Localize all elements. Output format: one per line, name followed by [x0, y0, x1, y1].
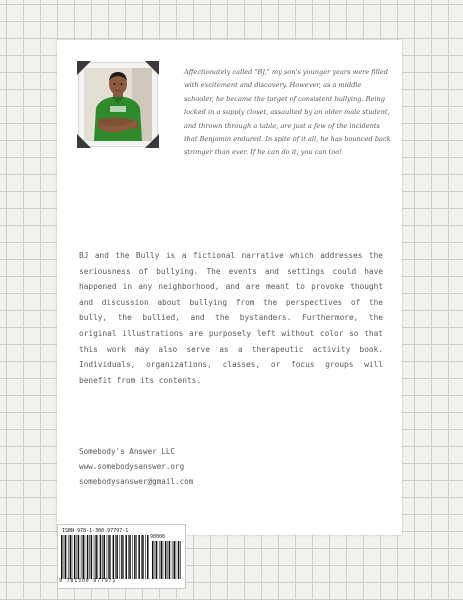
barcode-bar: [128, 535, 129, 579]
barcode-bar: [138, 535, 140, 579]
barcode-bar: [174, 541, 176, 579]
addon-barcode-bars: [152, 541, 182, 579]
barcode-bar: [98, 535, 99, 579]
barcode-bar: [64, 535, 65, 579]
photo-corner-top-left: [77, 61, 91, 75]
barcode-bar: [176, 541, 177, 579]
barcode-bar: [123, 535, 124, 579]
barcode-bar: [172, 541, 173, 579]
isbn-number: ISBN 978-1-300-97797-1: [62, 528, 129, 534]
barcode-bar: [94, 535, 95, 579]
price-code: 90000: [150, 534, 166, 540]
barcode-bar: [77, 535, 78, 579]
photo-corner-bottom-left: [77, 134, 91, 148]
barcode-bar: [102, 535, 103, 579]
author-bio: Affectionately called "BJ," my son's younger years were filled with excitement and discovery. However, as a middle schooler, he became the target of consistent bullying. Being locked in a supply closet, assaulted by an older male student, and thrown through a table, are just a few of the incidents that Benjamin endured. In spite of it all, he has bounced back stronger than ever. If he can do it, you can too!: [184, 68, 391, 157]
publisher-contact: [79, 445, 193, 489]
barcode-bar: [134, 535, 136, 579]
author-photo-frame: [78, 62, 158, 147]
author-photo: [84, 68, 152, 141]
barcode-bar: [116, 535, 118, 579]
barcode-bar: [85, 535, 86, 579]
barcode-bar: [68, 535, 69, 579]
barcode-bar: [104, 535, 106, 579]
publisher-website: www.somebodysanswer.org: [79, 461, 185, 471]
portrait-illustration: [84, 68, 152, 141]
barcode-bar: [74, 535, 76, 579]
publisher-name: Somebody's Answer LLC: [79, 447, 176, 456]
barcode-bar: [113, 535, 115, 579]
barcode-bar: [95, 535, 97, 579]
barcode-bar: [87, 535, 89, 579]
barcode-bar: [132, 535, 133, 579]
barcode-bar: [165, 541, 167, 579]
barcode-bar: [72, 535, 73, 579]
barcode-bar: [81, 535, 82, 579]
barcode-bar: [78, 535, 80, 579]
barcode-bar: [145, 535, 146, 579]
barcode-bar: [89, 535, 90, 579]
publisher-email: somebodysanswer@gmail.com: [79, 476, 194, 486]
isbn-barcode: [57, 524, 186, 589]
barcode-bar: [83, 535, 85, 579]
barcode-bar: [147, 535, 149, 579]
barcode-bar: [107, 535, 108, 579]
barcode-bar: [142, 535, 144, 579]
barcode-bar: [126, 535, 128, 579]
barcode-bar: [115, 535, 116, 579]
barcode-bar: [155, 541, 156, 579]
barcode-bar: [168, 541, 169, 579]
photo-corner-top-right: [145, 61, 159, 75]
book-synopsis: BJ and the Bully is a fictional narrative which addresses the seriousness of bullying. The events and settings could have happened in any neighborhood, and are meant to provoke thought and discussion about bullying from the perspectives of the bully, the bullied, and the bystanders. Furthermore, the original illustrations are purposely left without color so that this work may also serve as a therapeutic activity book. Individuals, organizations, classes, or focus groups will benefit from its contents.: [79, 251, 383, 385]
barcode-bar: [136, 535, 137, 579]
barcode-bar: [110, 535, 111, 579]
barcode-bar: [108, 535, 110, 579]
barcode-bar: [156, 541, 158, 579]
barcode-bar: [159, 541, 160, 579]
barcode-bar: [91, 535, 93, 579]
barcode-bar: [121, 535, 123, 579]
barcode-bar: [141, 535, 142, 579]
barcode-bar: [163, 541, 164, 579]
barcode-bar: [180, 541, 181, 579]
barcode-bar: [61, 535, 63, 579]
barcode-bar: [161, 541, 163, 579]
barcode-bar: [169, 541, 171, 579]
barcode-bar: [178, 541, 180, 579]
barcode-bar: [65, 535, 67, 579]
ean-digits: 9 781300 977971: [59, 578, 117, 584]
ean-barcode-bars: [61, 535, 149, 579]
barcode-bar: [120, 535, 121, 579]
barcode-bar: [129, 535, 131, 579]
barcode-bar: [100, 535, 102, 579]
barcode-bar: [152, 541, 154, 579]
photo-corner-bottom-right: [145, 134, 159, 148]
barcode-bar: [70, 535, 72, 579]
back-cover-panel: [57, 40, 402, 535]
